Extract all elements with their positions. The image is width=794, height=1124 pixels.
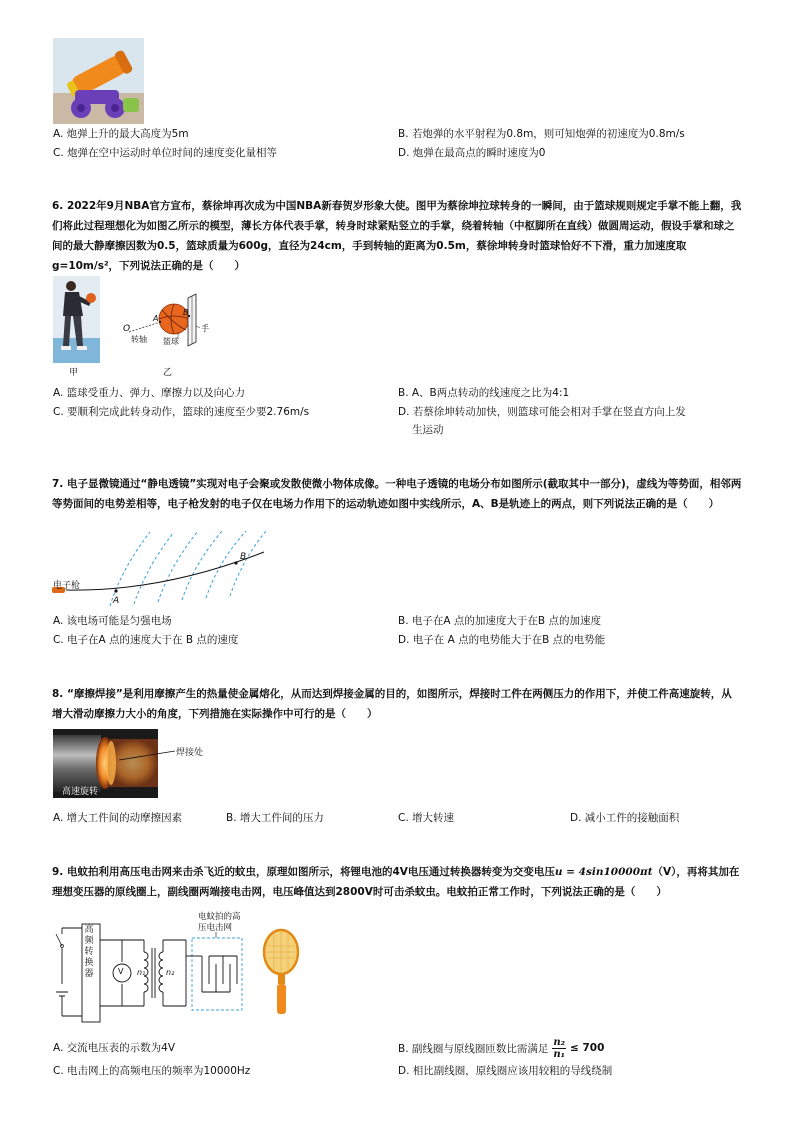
q8-stem: 8. “摩擦焊接”是利用摩擦产生的热量使金属熔化，从而达到焊接金属的目的，如图所示，焊接时工件在两侧压力的作用下，并使工件高速旋转，从增大滑动摩擦力大小的角度，下列措施在实际操作中可行的是（ ） (52, 688, 732, 720)
q7-stem: 7. 电子显微镜通过“静电透镜”实现对电子会聚或发散使微小物体成像。一种电子透镜的电场分布如图所示(截取其中一部分)，虚线为等势面，相邻两等势面间的电势差相等，电子枪发射的电子仅在电场力作用下的运动轨迹如图中实线所示，A、B是轨迹上的两点，则下列说法正确的是（ ） (52, 478, 742, 510)
q5-option-b[interactable]: B. 若炮弹的水平射程为0.8m，则可知炮弹的初速度为0.8m/s (398, 128, 685, 140)
q9-option-c[interactable]: C. 电击网上的高频电压的频率为10000Hz (53, 1065, 251, 1077)
q6-option-d[interactable]: D. 若蔡徐坤转动加快，则篮球可能会相对手掌在竖直方向上发 (398, 406, 686, 418)
q9-option-b-fraction (552, 1037, 566, 1060)
q9-stem-line1: 9. 电蚊拍利用高压电击网来击杀飞近的蚊虫，原理如图所示，将锂电池的4V电压通过转换器转变为交变电压 (52, 866, 555, 878)
q7-option-c[interactable]: C. 电子在A 点的速度大于在 B 点的速度 (53, 634, 239, 646)
q6-label-axis: 转轴 (131, 335, 147, 344)
q5-option-c[interactable]: C. 炮弹在空中运动时单位时间的速度变化量相等 (53, 147, 278, 159)
q9-option-b-text: B. 副线圈与原线圈匝数比需满足 (398, 1042, 549, 1055)
q9-n2-label: n₂ (166, 968, 175, 977)
q9-option-b-inequality: ≤ 700 (570, 1042, 605, 1054)
q6-label-hand: 手 (201, 324, 209, 333)
q9-stem-rest: （V），再将其加在理想变压器的原线圈上，副线圈两端接电击网，电压峰值达到2800V时可击杀蚊虫。电蚊拍正常工作时，下列说法正确的是（ ） (52, 866, 740, 898)
q8-label-weld-point: 焊接处 (176, 748, 204, 758)
q9-stem (52, 862, 748, 902)
q9-net-label: 电蚊拍的高 压电击网 (198, 912, 241, 933)
q9-option-a[interactable]: A. 交流电压表的示数为4V (53, 1042, 176, 1054)
q6-stem: 6. 2022年9月NBA官方宣布，蔡徐坤再次成为中国NBA新春贺岁形象大使。图甲为蔡徐坤拉球转身的一瞬间，由于篮球规则规定手掌不能上翻，我们将此过程理想化为如图乙所示的模型，薄长方体代表手掌，转身时球紧贴竖立的手掌，绕着转轴（中枢脚所在直线）做圆周运动，假设手掌和球之间的最大静摩擦因数为0.5，篮球质量为600g，直径为24cm，手到转轴的距离为0.5m，蔡徐坤转身时篮球恰好不下滑，重力加速度取g=10m/s²，下列说法正确的是（ ） (52, 200, 742, 272)
q9-option-b[interactable] (398, 1034, 604, 1062)
q7-option-a[interactable]: A. 该电场可能是匀强电场 (53, 615, 172, 627)
q9-n1-label: n₁ (137, 968, 146, 977)
q6-figure-jia-caption: 甲 (69, 368, 79, 378)
q7-label-electron-gun: 电子枪 (53, 581, 81, 591)
q7-electric-field-diagram (52, 528, 282, 608)
q8-option-d[interactable]: D. 减小工件的接触面积 (570, 812, 680, 824)
q6-figure-yi-caption: 乙 (163, 368, 173, 378)
q9-fraction-numerator: n₂ (553, 1036, 566, 1048)
q8-pointer-line (118, 748, 178, 762)
q9-option-d[interactable]: D. 相比副线圈，原线圈应该用较粗的导线绕制 (398, 1065, 613, 1077)
q6-option-d-continued: 生运动 (412, 424, 444, 436)
q6-label-b: B (183, 308, 189, 317)
q8-option-c[interactable]: C. 增大转速 (398, 812, 455, 824)
q7-option-d[interactable]: D. 电子在 A 点的电势能大于在B 点的电势能 (398, 634, 606, 646)
q7-option-b[interactable]: B. 电子在A 点的加速度大于在B 点的加速度 (398, 615, 601, 627)
q7-label-a: A (113, 596, 120, 606)
q8-option-a[interactable]: A. 增大工件间的动摩擦因素 (53, 812, 183, 824)
q9-voltmeter-label: V (118, 967, 124, 976)
cannon-toy-photo (53, 38, 144, 124)
q5-option-a[interactable]: A. 炮弹上升的最大高度为5m (53, 128, 189, 140)
q7-label-b: B (240, 552, 247, 562)
q5-option-d[interactable]: D. 炮弹在最高点的瞬时速度为0 (398, 147, 546, 159)
q9-fraction-denominator: n₁ (553, 1048, 566, 1060)
q6-option-c[interactable]: C. 要顺利完成此转身动作，篮球的速度至少要2.76m/s (53, 406, 310, 418)
q9-converter-label: 高 频 转 换 器 (84, 925, 94, 979)
q6-label-a: A (153, 314, 159, 323)
q8-label-high-speed: 高速旋转 (62, 787, 99, 797)
q6-label-ball: 篮球 (163, 337, 179, 346)
q6-figure-jia-photo (53, 276, 100, 363)
q6-option-a[interactable]: A. 篮球受重力、弹力、摩擦力以及向心力 (53, 387, 246, 399)
q6-label-o: O (123, 324, 131, 334)
q6-option-b[interactable]: B. A、B两点转动的线速度之比为4:1 (398, 387, 570, 399)
q8-option-b[interactable]: B. 增大工件间的压力 (226, 812, 324, 824)
q9-formula: u = 4sin10000πt (554, 866, 653, 878)
